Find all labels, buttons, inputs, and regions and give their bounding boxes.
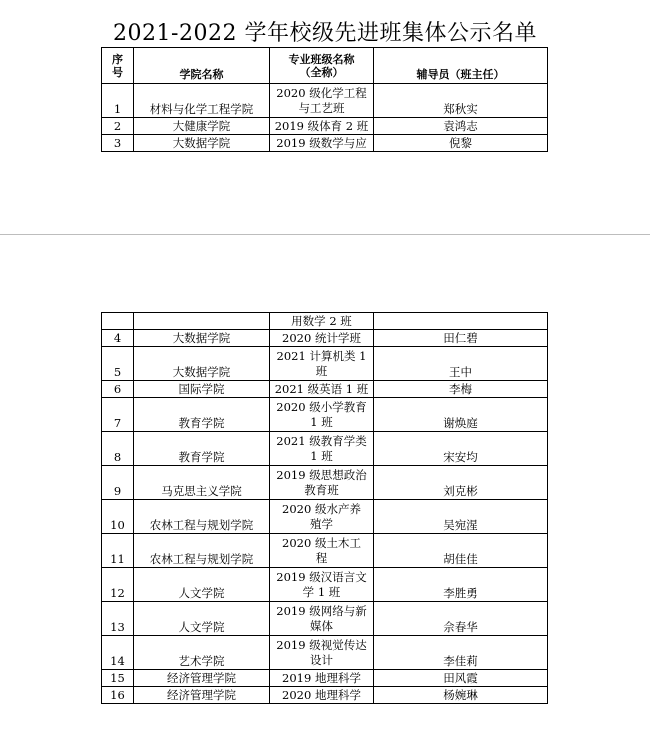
cell-college: 经济管理学院 — [134, 670, 270, 687]
cell-class: 2021 级教育学类 1 班 — [270, 432, 374, 466]
cell-advisor: 李梅 — [374, 381, 548, 398]
cell-college: 经济管理学院 — [134, 687, 270, 704]
cell-class: 2020 级化学工程 与工艺班 — [270, 84, 374, 118]
cell-advisor: 李胜勇 — [374, 568, 548, 602]
cell-class: 2019 地理科学 — [270, 670, 374, 687]
cell-no: 3 — [102, 135, 134, 152]
cell-class: 2019 级汉语言文 学 1 班 — [270, 568, 374, 602]
cell-no: 1 — [102, 84, 134, 118]
header-college: 学院名称 — [134, 48, 270, 84]
cell-college: 大数据学院 — [134, 135, 270, 152]
cell-advisor: 杨婉琳 — [374, 687, 548, 704]
cell-advisor: 倪黎 — [374, 135, 548, 152]
table-row — [102, 636, 548, 670]
table-row — [102, 687, 548, 704]
document-title: 2021-2022 学年校级先进班集体公示名单 — [113, 21, 537, 46]
table-row — [102, 135, 548, 152]
cell-no: 9 — [102, 466, 134, 500]
cell-class: 2020 地理科学 — [270, 687, 374, 704]
cell-no: 13 — [102, 602, 134, 636]
table-row — [102, 602, 548, 636]
cell-college: 教育学院 — [134, 432, 270, 466]
cell-advisor: 谢焕庭 — [374, 398, 548, 432]
cell-advisor — [374, 313, 548, 330]
cell-no: 12 — [102, 568, 134, 602]
cell-advisor: 胡佳佳 — [374, 534, 548, 568]
cell-college: 艺术学院 — [134, 636, 270, 670]
cell-college: 大数据学院 — [134, 330, 270, 347]
cell-advisor: 王中 — [374, 347, 548, 381]
cell-no: 7 — [102, 398, 134, 432]
cell-no: 8 — [102, 432, 134, 466]
cell-no: 14 — [102, 636, 134, 670]
cell-college: 人文学院 — [134, 568, 270, 602]
cell-no: 11 — [102, 534, 134, 568]
cell-college: 马克思主义学院 — [134, 466, 270, 500]
cell-no: 5 — [102, 347, 134, 381]
table-row — [102, 347, 548, 381]
cell-advisor: 刘克彬 — [374, 466, 548, 500]
table-row — [102, 670, 548, 687]
cell-class: 2020 统计学班 — [270, 330, 374, 347]
table-row — [102, 568, 548, 602]
cell-class: 2021 计算机类 1 班 — [270, 347, 374, 381]
table-page-1 — [101, 47, 548, 152]
table-row — [102, 84, 548, 118]
table-row — [102, 118, 548, 135]
table-page-2 — [101, 312, 548, 704]
cell-college — [134, 313, 270, 330]
cell-no — [102, 313, 134, 330]
table-row — [102, 534, 548, 568]
cell-college: 农林工程与规划学院 — [134, 534, 270, 568]
cell-class: 2020 级土木工 程 — [270, 534, 374, 568]
cell-college: 教育学院 — [134, 398, 270, 432]
table-row — [102, 398, 548, 432]
cell-advisor: 袁鸿志 — [374, 118, 548, 135]
cell-no: 10 — [102, 500, 134, 534]
table-row — [102, 500, 548, 534]
table-row-continuation — [102, 313, 548, 330]
cell-class: 2019 级体育 2 班 — [270, 118, 374, 135]
cell-no: 15 — [102, 670, 134, 687]
cell-advisor: 吴宛湦 — [374, 500, 548, 534]
header-class: 专业班级名称 （全称） — [270, 48, 374, 84]
table-row — [102, 330, 548, 347]
cell-class: 2021 级英语 1 班 — [270, 381, 374, 398]
cell-advisor: 李佳莉 — [374, 636, 548, 670]
header-no: 序 号 — [102, 48, 134, 84]
cell-college: 农林工程与规划学院 — [134, 500, 270, 534]
cell-class: 2020 级小学教育 1 班 — [270, 398, 374, 432]
cell-no: 6 — [102, 381, 134, 398]
cell-advisor: 田仁碧 — [374, 330, 548, 347]
cell-college: 人文学院 — [134, 602, 270, 636]
table-row — [102, 381, 548, 398]
cell-class: 2019 级视觉传达 设计 — [270, 636, 374, 670]
cell-college: 大数据学院 — [134, 347, 270, 381]
cell-college: 国际学院 — [134, 381, 270, 398]
cell-class: 2020 级水产养 殖学 — [270, 500, 374, 534]
cell-college: 大健康学院 — [134, 118, 270, 135]
cell-advisor: 田风霞 — [374, 670, 548, 687]
cell-advisor: 宋安均 — [374, 432, 548, 466]
cell-class: 2019 级数学与应 — [270, 135, 374, 152]
cell-no: 2 — [102, 118, 134, 135]
table-row — [102, 432, 548, 466]
header-advisor: 辅导员（班主任） — [374, 48, 548, 84]
cell-no: 16 — [102, 687, 134, 704]
table-row — [102, 466, 548, 500]
cell-college: 材料与化学工程学院 — [134, 84, 270, 118]
page-divider — [0, 234, 650, 235]
table-header-row — [102, 48, 548, 84]
cell-advisor: 郑秋实 — [374, 84, 548, 118]
cell-advisor: 佘春华 — [374, 602, 548, 636]
cell-class: 2019 级思想政治 教育班 — [270, 466, 374, 500]
cell-class: 2019 级网络与新 媒体 — [270, 602, 374, 636]
cell-no: 4 — [102, 330, 134, 347]
cell-class: 用数学 2 班 — [270, 313, 374, 330]
